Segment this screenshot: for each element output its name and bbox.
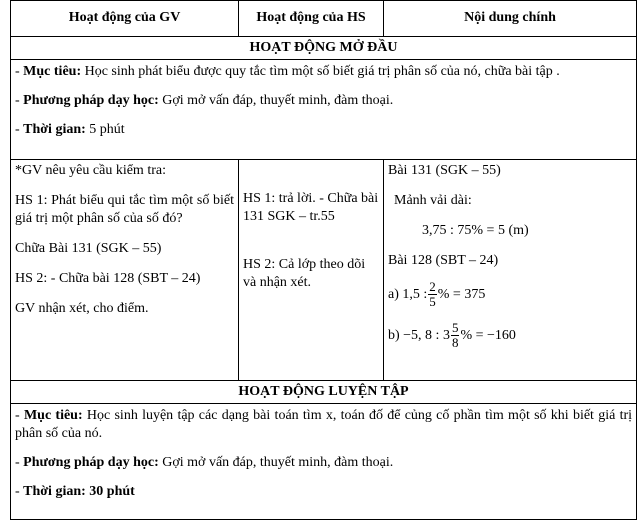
fraction-b: $\frac{5}{8}$ — [451, 320, 459, 350]
section2-info-row — [11, 404, 637, 520]
section2-method: - Phương pháp dạy học: Gợi mở vấn đáp, thuyết minh, đàm thoại. — [15, 455, 394, 470]
content-line-4: Bài 128 (SBT – 24) — [388, 253, 499, 268]
section1-title-row — [11, 37, 637, 60]
gv-line-3: Chữa Bài 131 (SGK – 55) — [15, 241, 162, 256]
hs-line-1: HS 1: trả lời. - Chữa bài 131 SGK – tr.55 — [243, 191, 379, 224]
section2-goal: - Mục tiêu: Học sinh luyện tập các dạng bài toán tìm x, toán đố để củng cố phần tìm một số khi biết giá trị phân số của nó. — [15, 408, 633, 441]
section2-title: HOẠT ĐỘNG LUYỆN TẬP — [11, 381, 637, 404]
activity-row — [11, 160, 637, 381]
hs-line-2: HS 2: Cả lớp theo dõi và nhận xét. — [243, 257, 366, 290]
gv-line-5: GV nhận xét, cho điểm. — [15, 301, 149, 316]
student-column — [239, 160, 384, 381]
fraction-a: $\frac{2}{5}$ — [429, 279, 436, 309]
header-teacher: Hoạt động của GV — [11, 1, 239, 37]
section2-time: - Thời gian: 30 phút — [15, 484, 135, 499]
gv-line-4: HS 2: - Chữa bài 128 (SBT – 24) — [15, 271, 201, 286]
section1-method: - Phương pháp dạy học: Gợi mở vấn đáp, thuyết minh, đàm thoại. — [15, 93, 394, 108]
content-math-a: a) 1,5 : $\frac{2}{5}$ % = 375 — [388, 279, 486, 309]
section1-time: - Thời gian: 5 phút — [15, 122, 125, 137]
section1-goal: - Mục tiêu: Học sinh phát biểu được quy tắc tìm một số biết giá trị phân số của nó, chữa bài tập . — [15, 64, 560, 79]
section2-title-row — [11, 381, 637, 404]
section1-title: HOẠT ĐỘNG MỞ ĐẦU — [11, 37, 637, 60]
teacher-column — [11, 160, 239, 381]
gv-line-2: HS 1: Phát biểu qui tắc tìm một số biết giá trị một phân số của số đó? — [15, 193, 234, 226]
content-line-1: Bài 131 (SGK – 55) — [388, 163, 501, 178]
gv-line-1: *GV nêu yêu cầu kiểm tra: — [15, 163, 166, 178]
table-header-row — [11, 1, 637, 37]
header-content: Nội dung chính — [384, 1, 637, 37]
header-student: Hoạt động của HS — [239, 1, 384, 37]
content-line-3: 3,75 : 75% = 5 (m) — [422, 223, 529, 238]
section1-info-row — [11, 60, 637, 160]
content-column — [384, 160, 637, 381]
content-line-2: Mảnh vải dài: — [394, 193, 472, 208]
lesson-table — [10, 0, 637, 520]
content-math-b: b) −5, 8 : 3 $\frac{5}{8}$ % = −160 — [388, 320, 516, 350]
